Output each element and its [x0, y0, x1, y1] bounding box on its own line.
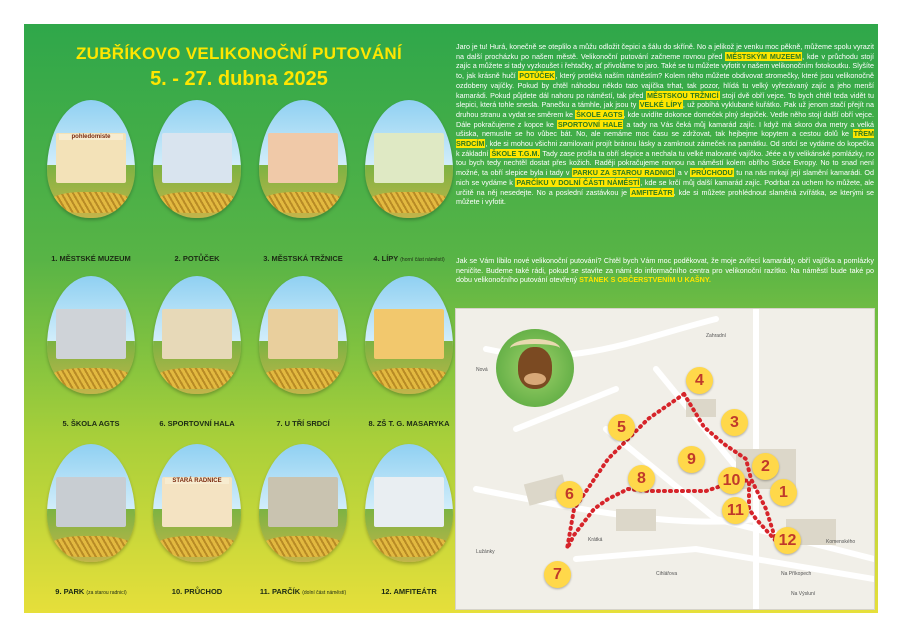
street-label: Cihlářova: [656, 571, 678, 577]
route-marker-1: 1: [770, 479, 797, 506]
street-label: Lužánky: [476, 549, 495, 555]
stop-highlight: ŠKOLE AGTS: [576, 109, 623, 119]
stop-egg-image: [47, 100, 135, 218]
stop-egg-image: [47, 444, 135, 562]
stop-label: 11. PARČÍK (dolní část náměstí): [259, 587, 347, 596]
stop-label: 10. PRŮCHOD: [171, 587, 223, 596]
stop-label: 5. ŠKOLA AGTS: [62, 419, 120, 428]
stop-label: 4. LÍPY (horní část náměstí): [373, 254, 445, 263]
refreshment-note: STÁNEK S OBČERSTVENÍM U KAŠNY.: [579, 275, 711, 285]
street-label: Na Příkopech: [781, 571, 812, 577]
stop-sign-text: STARÁ RADNICE: [165, 478, 229, 484]
stop-highlight: SPORTOVNÍ HALE: [557, 119, 623, 129]
stop-highlight: PARČÍKU V DOLNÍ ČÁSTI NÁMĚSTÍ: [516, 177, 640, 187]
stop-highlight: TŘEM SRDCÍM: [456, 129, 875, 149]
stop-label: 9. PARK (za starou radnicí): [55, 587, 127, 596]
stop-egg-image: [259, 276, 347, 394]
page-subtitle-dates: 5. - 27. dubna 2025: [150, 68, 328, 90]
route-marker-3: 3: [721, 409, 748, 436]
route-marker-2: 2: [752, 453, 779, 480]
stop-label: 2. POTŮČEK: [174, 254, 220, 263]
stop-label: 3. MĚSTSKÁ TRŽNICE: [263, 254, 343, 263]
street-label: Na Výsluní: [791, 591, 816, 597]
stop-highlight: PRŮCHODU: [691, 168, 733, 178]
stop-label: 12. AMFITEÁTR: [381, 587, 437, 596]
stop-highlight: ŠKOLE T.G.M.: [491, 148, 540, 158]
route-map: [455, 308, 875, 610]
stop-highlight: VELKÉ LÍPY: [639, 100, 682, 110]
stop-egg-image: [365, 444, 453, 562]
street-label: Nová: [476, 367, 488, 373]
stop-highlight: MĚSTSKÝM MUZEEM: [726, 51, 802, 61]
route-marker-7: 7: [544, 561, 571, 588]
stop-label: 8. ZŠ T. G. MASARYKA: [368, 419, 450, 428]
route-marker-12: 12: [774, 527, 801, 554]
stop-sign-text: pohledomiste: [59, 134, 123, 140]
route-marker-4: 4: [686, 367, 713, 394]
stop-label: 1. MĚSTSKÉ MUZEUM: [51, 254, 131, 263]
stop-egg-image: [153, 444, 241, 562]
stop-egg-image: [259, 444, 347, 562]
street-label: Zahradní: [706, 333, 727, 339]
street-label: Krátká: [588, 537, 603, 543]
stop-egg-image: [259, 100, 347, 218]
stop-label-note: (dolní část náměstí): [302, 590, 347, 596]
stop-highlight: POTŮČEK: [519, 71, 555, 81]
street-label: Komenského: [826, 539, 856, 545]
stop-highlight: MĚSTSKOU TRŽNICÍ: [646, 90, 719, 100]
stop-label: 7. U TŘÍ SRDCÍ: [276, 419, 330, 428]
stop-label-note: (horní část náměstí): [400, 257, 445, 263]
zubrik-bull-icon: [496, 329, 574, 407]
stop-highlight: PARKU ZA STAROU RADNICÍ: [572, 168, 675, 178]
stop-label: 6. SPORTOVNÍ HALA: [159, 419, 235, 428]
stop-egg-image: [365, 276, 453, 394]
stop-egg-image: [365, 100, 453, 218]
story-text: Jaro je tu! Hurá, konečně se oteplilo a můžu odložit čepici a šálu do skříně. No a jelikož je venku moc pěkně, můžeme spolu vyrazit na další procházku po našem městě. Velikonoční putování začneme rovnou před MĚSTSKÝM MUZEEM, kde v průchodu stojí zajíc a můžete si tady vyzkoušet i řehtačky, ať přivoláme to jaro. Také se tu můžete vyfotit v našem velikonočním fotokoutku. Slyšíte to, jak krásně hučí POTŮČEK, který protéká naším náměstím? Kolem něho můžete obdivovat stromečky, které jsou velikonočně ozdobeny vajíčky. Pokud by chtěl náhodou někdo tato vajíčka trhat, tak pozor, hlídá tu velký vyřezávaný zajíc a jeho menší kamarádi. Pokud půjdete dál nahoru po náměstí, tak před MĚSTSKOU TRŽNICÍ stojí dvě obří vejce. To bych chtěl teda vidět tu slepici, která tohle snesla. Panečku a támhle, jak jsou ty VELKÉ LÍPY, už pobíhá vyklubané kuřátko. Pak už jenom stačí přejít na druhou stranu a vydat se směrem ke ŠKOLE AGTS, kde uvidíte dokonce domeček plný slepiček. Vedle něho stojí další obří vejce. Dále pokračujeme z kopce ke SPORTOVNÍ HALE a tady na Vás čeká můj kamarád zajíc. I když má skoro dva metry a velká ušiska, nemusíte se ho vůbec bát. No, ale nemáme moc času se zdržovat, tak hejbejme kopytem a cestou dolů ke TŘEM SRDCÍM, kde si mohou všichni zamilovaní projít bránou lásky a zamknout zámeček na památku. Od srdcí se vydáme do kopečka k základní ŠKOLE T.G.M. Tady zase prošla ta obří slepice a nechala tu velké malované vajíčko. Jéée a ty velikánské pomlázky, no tou bych tedy nechtěl dostat přes kožich. Raději pokračujeme rovnou na náměstí kolem obřího Srdce Evropy. No to snad není možné, ta obří slepice byla i tady v PARKU ZA STAROU RADNICÍ a v PRŮCHODU tu na nás mrkají její slamění kamarádi. Od nich se vydáme k PARČÍKU V DOLNÍ ČÁSTI NÁMĚSTÍ, kde se krčí můj další kamarád zajíc. Podrbat za uchem ho můžete, ale určitě na něj nesedejte. No a poslední zastávkou je AMFITEÁTR, kde si můžete prohlédnout slaměná zvířátka, se kterými se můžete i vyfotit.: [456, 42, 875, 207]
route-marker-8: 8: [628, 465, 655, 492]
stop-highlight: AMFITEÁTR: [631, 187, 673, 197]
stop-egg-image: [47, 276, 135, 394]
route-marker-11: 11: [722, 497, 749, 524]
stop-egg-image: [153, 100, 241, 218]
route-marker-5: 5: [608, 414, 635, 441]
stop-label-note: (za starou radnicí): [86, 590, 127, 596]
page-title: ZUBŘÍKOVO VELIKONOČNÍ PUTOVÁNÍ: [75, 44, 403, 63]
closing-text: Jak se Vám líbilo nové velikonoční putování? Chtěl bych Vám moc poděkovat, že moje zvířecí kamarády, obří vajíčka a pomlázky neničíte. Budeme také rádi, pokud se stavíte za námi do informačního centra pro velikonoční razítko. Na náměstí bude také po dobu velikonočního putování otevřený STÁNEK S OBČERSTVENÍM U KAŠNY.: [456, 256, 874, 285]
route-marker-10: 10: [718, 467, 745, 494]
poster: [24, 24, 878, 613]
route-marker-6: 6: [556, 481, 583, 508]
stop-egg-image: [153, 276, 241, 394]
route-marker-9: 9: [678, 446, 705, 473]
